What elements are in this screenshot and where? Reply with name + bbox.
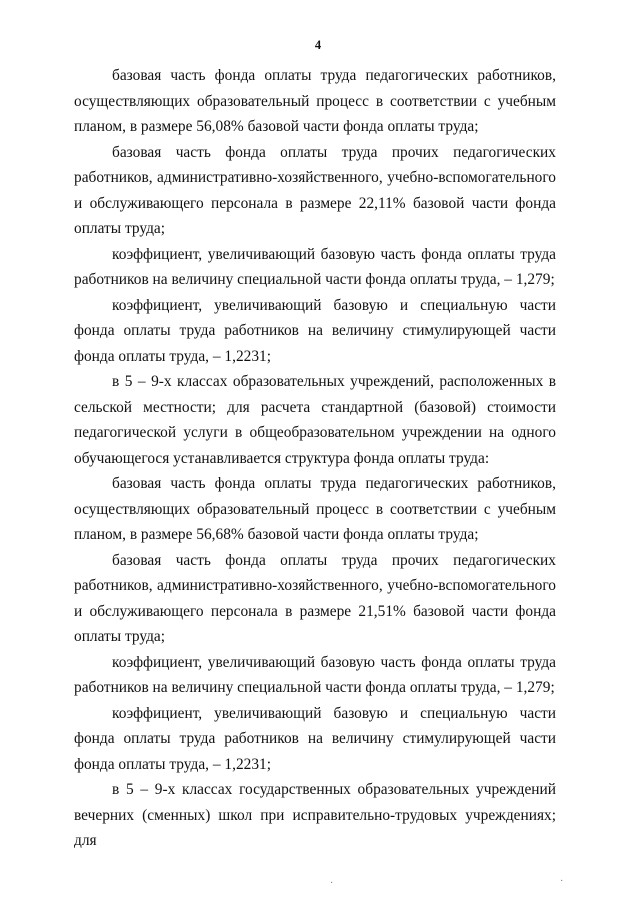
paragraph-2: базовая часть фонда оплаты труда прочих педагогических работников, административно-хозяйственного, учебно-вспомогательного и обслуживающего персонала в размере 22,11% базовой части фонда оплаты труда; [74, 143, 556, 237]
paragraph-10: в 5 – 9-х классах государственных образовательных учреждений вечерних (сменных) школ при исправительно-трудовых учреждениях; для [74, 781, 556, 849]
paragraph-4: коэффициент, увеличивающий базовую и специальную части фонда оплаты труда работников на величину стимулирующей части фонда оплаты труда, – 1,2231; [74, 296, 556, 365]
paragraph-5: в 5 – 9-х классах образовательных учреждений, расположенных в сельской местности; для расчета стандартной (базовой) стоимости педагогической услуги в общеобразовательном учреждении на одного обучающегося устанавливается структура фонда оплаты труда: [74, 373, 556, 467]
paragraph-9: коэффициент, увеличивающий базовую и специальную части фонда оплаты труда работников на величину стимулирующей части фонда оплаты труда, – 1,2231; [74, 704, 556, 773]
scan-speck-mark: · [330, 878, 334, 889]
scan-speck-mark: · [560, 876, 564, 887]
paragraph-8: коэффициент, увеличивающий базовую часть фонда оплаты труда работников на величину специальной части фонда оплаты труда, – 1,279; [74, 653, 556, 696]
paragraph-3: коэффициент, увеличивающий базовую часть фонда оплаты труда работников на величину специальной части фонда оплаты труда, – 1,279; [74, 245, 556, 288]
paragraph-7: базовая часть фонда оплаты труда прочих педагогических работников, административно-хозяйственного, учебно-вспомогательного и обслуживающего персонала в размере 21,51% базовой части фонда оплаты труда; [74, 551, 556, 645]
paragraph-6: базовая часть фонда оплаты труда педагогических работников, осуществляющих образовательный процесс в соответствии с учебным планом, в размере 56,68% базовой части фонда оплаты труда; [74, 475, 556, 543]
paragraph-1: базовая часть фонда оплаты труда педагогических работников, осуществляющих образовательный процесс в соответствии с учебным планом, в размере 56,08% базовой части фонда оплаты труда; [74, 67, 556, 135]
page-number: 4 [314, 38, 322, 52]
document-body [74, 63, 556, 854]
